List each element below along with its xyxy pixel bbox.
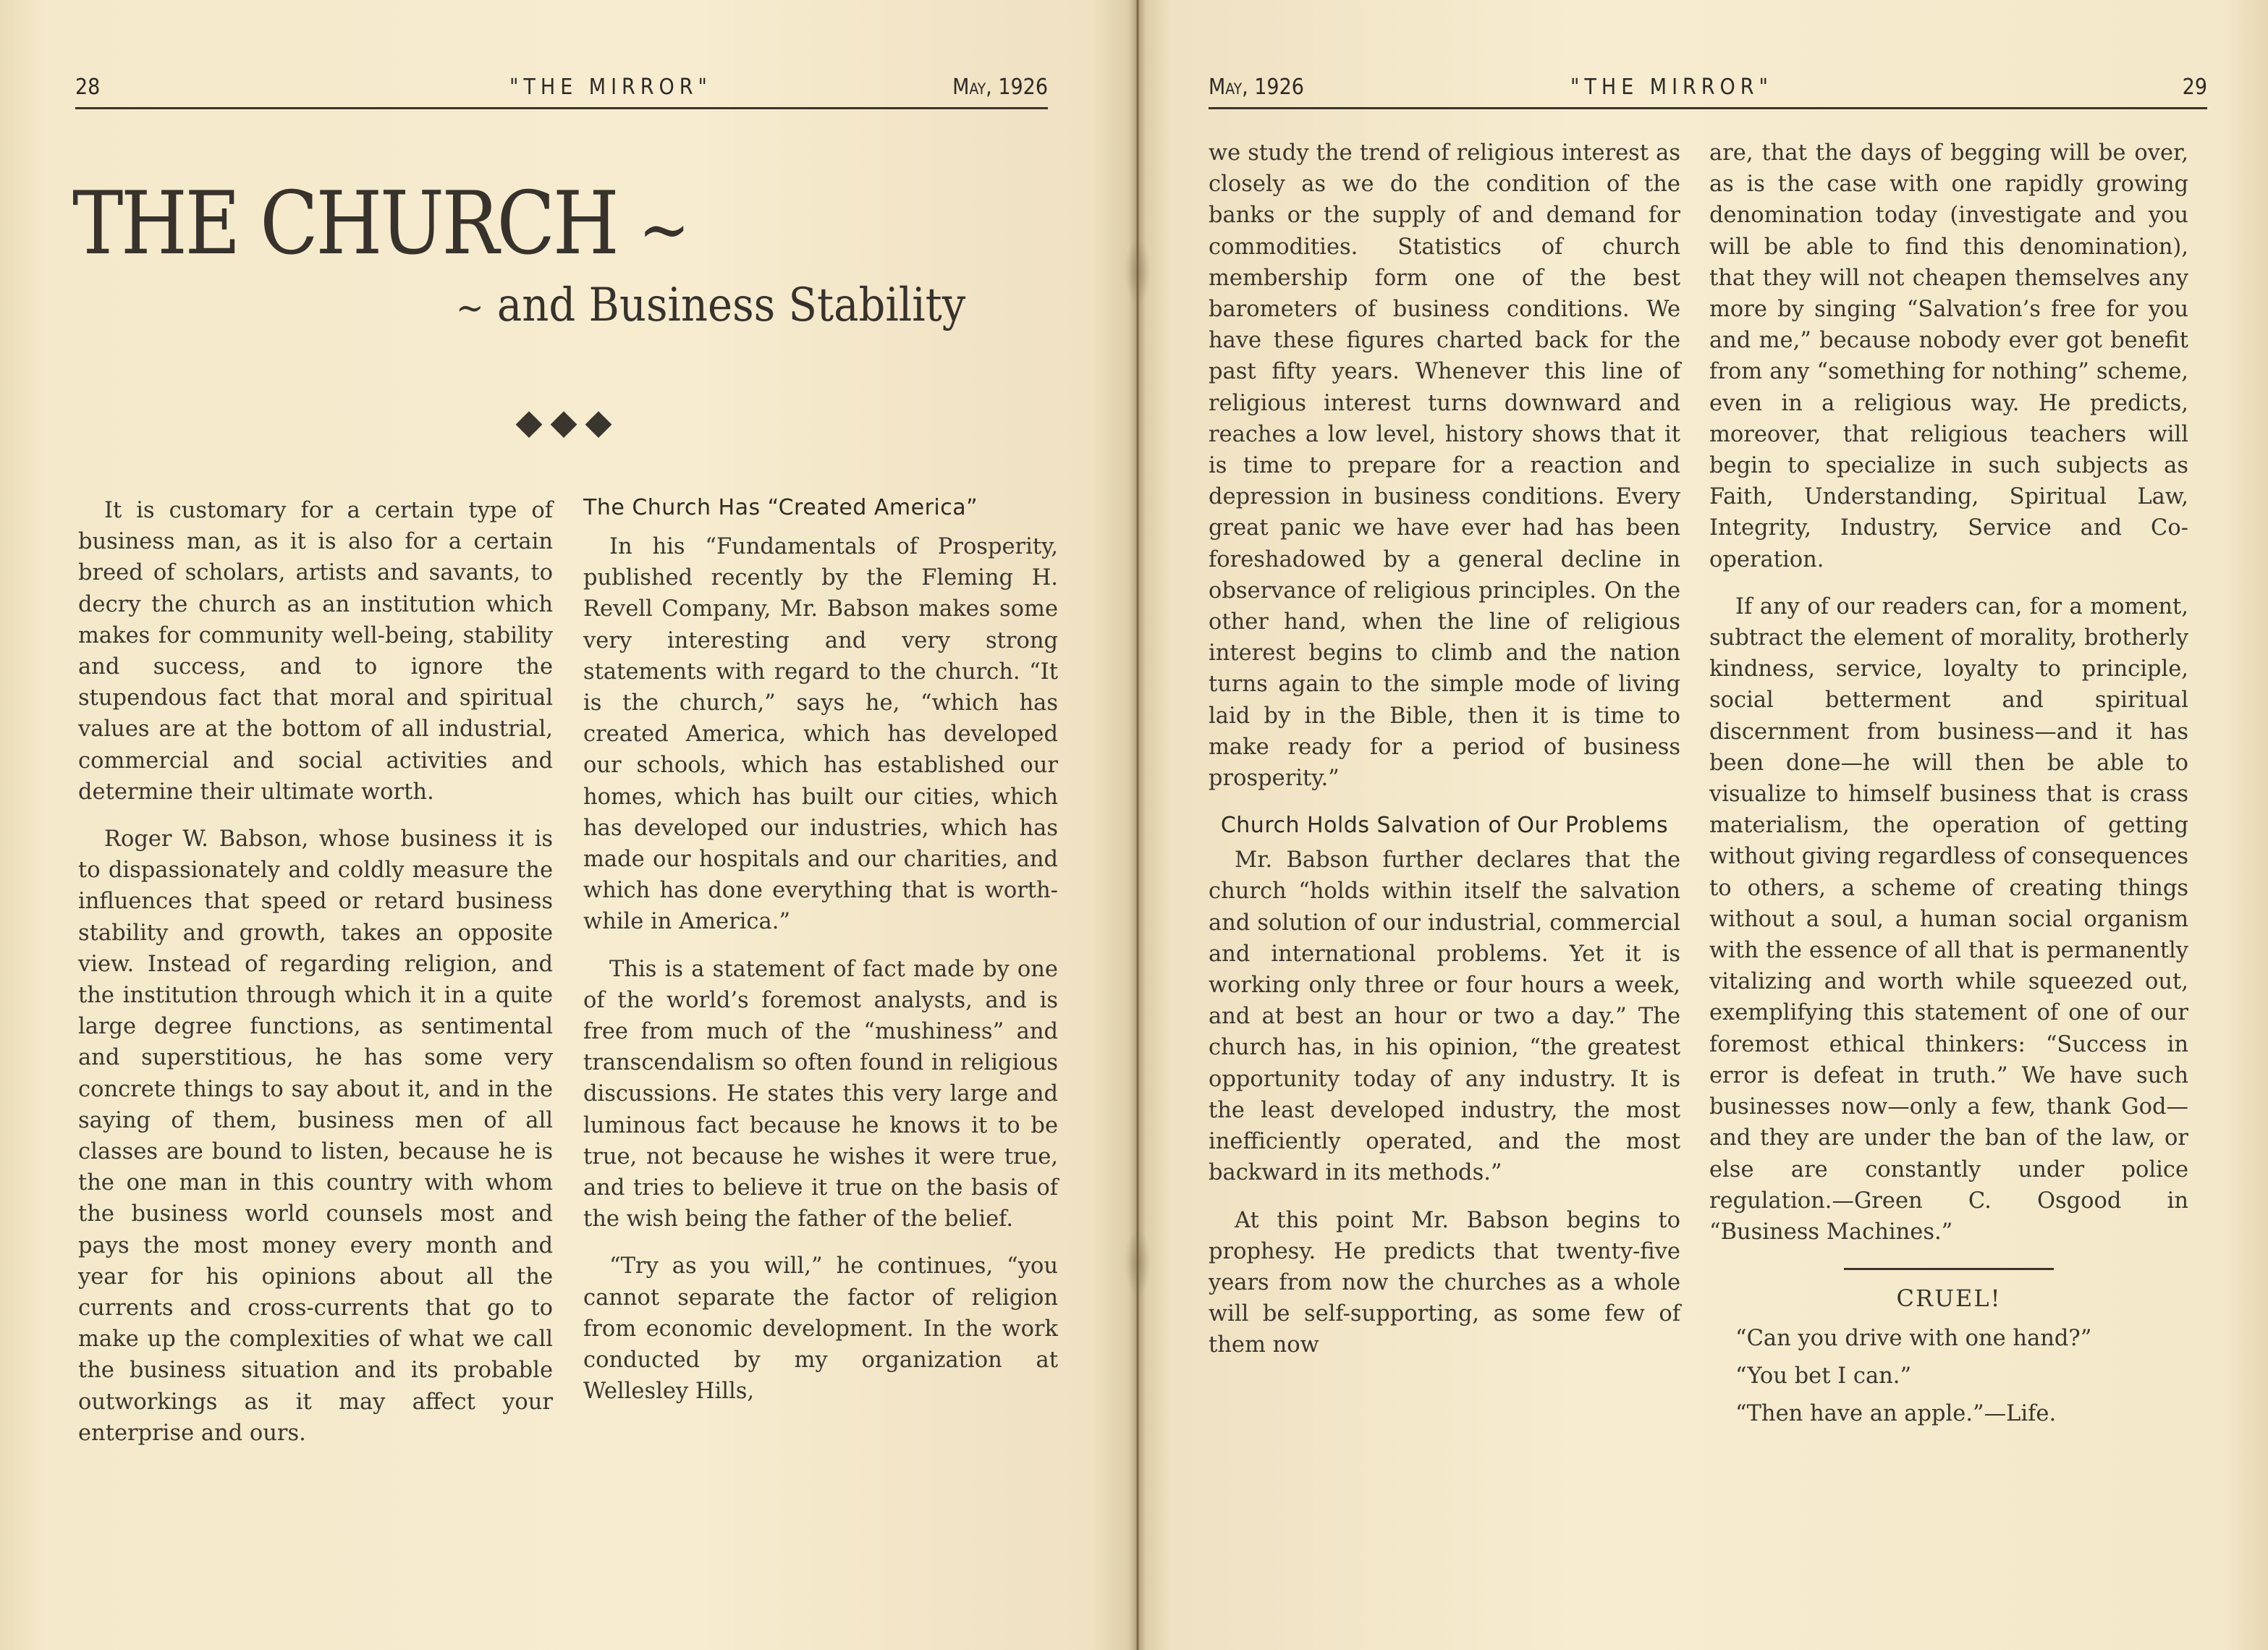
diamond-group-icon: [585, 411, 612, 438]
magazine-name: "THE MIRROR": [1570, 75, 1773, 100]
column-4: [1709, 138, 2188, 1431]
issue-date: May, 1926: [952, 75, 1048, 100]
section-heading: Church Holds Salvation of Our Problems: [1220, 813, 1669, 839]
paragraph: At this point Mr. Babson begins to prophesy. He predicts that twenty-five years from now the churches as a whole will be self-supporting, as some few of them now: [1209, 1207, 1680, 1358]
paragraph: In his “Fundamentals of Prosperity, published recently by the Fleming H. Revell Company, Mr. Babson makes some very interesting and very strong statements with regard to the church. “It is the church,” says he, “which has created America, which has developed our schools, which has established our homes, which has built our cities, which has developed our industries, which has made our hospitals and our charities, and which has done everything that is worth-while in America.”: [583, 534, 1058, 935]
title-main-text: THE CHURCH: [72, 174, 617, 274]
column-1: [78, 495, 553, 1449]
staple-mark: [1124, 1230, 1151, 1295]
swash-icon: ~: [638, 189, 687, 270]
article-subtitle: [456, 279, 965, 332]
filler-line: “You bet I can.”: [1735, 1363, 1912, 1389]
staple-mark: [1124, 239, 1151, 304]
page-number: 29: [2182, 75, 2207, 100]
paragraph: Mr. Babson further declares that the church “holds within itself the salvation and solution of our industrial, commercial and international problems. Yet it is working only three or four hours a week, and at best an hour or two a day.” The church has, in his opinion, “the greatest opportunity today of any industry. It is the least developed industry, the most inefficiently operated, and the most backward in its methods.”: [1209, 847, 1680, 1186]
filler-line: “Can you drive with one hand?”: [1735, 1326, 2092, 1352]
page-number: 28: [75, 75, 101, 100]
issue-date: May, 1926: [1209, 75, 1304, 100]
paragraph: we study the trend of religious interest as closely as we do the condition of the banks or the supply of and demand for commodities. Statistics of church membership form one of the best barometers of business conditions. We have these figures charted back for the past fifty years. Whenever this line of religious interest turns downward and reaches a low level, history shows that it is time to prepare for a reaction and depression in business conditions. Every great panic we have ever had has been foreshadowed by a general decline in observance of religious principles. On the other hand, when the line of religious interest begins to climb and the nation turns again to the simple mode of living laid by in the Bible, then it is time to make ready for a period of business prosperity.”: [1209, 140, 1680, 792]
article-title: [72, 174, 687, 274]
subtitle-text: and Business Stability: [496, 279, 966, 332]
diamond-group-icon: [551, 411, 577, 438]
running-head-right: [1209, 69, 2207, 109]
section-heading: The Church Has “Created America”: [583, 495, 978, 520]
paragraph: If any of our readers can, for a moment, subtract the element of morality, brotherly kindness, service, loyalty to principle, social betterment and spiritual discernment from business—and it has been done—he will then be able to visualize to himself business that is crass materialism, the operation of getting without giving regardless of consequences to others, a scheme of creating things without a soul, a human social organism with the essence of all that is permanently vitalizing and worth while squeezed out, exemplifying this statement of one of our foremost ethical thinkers: “Success in error is defeat in truth.” We have such businesses now—only a few, thank God—and they are under the ban of the law, or else are constantly under police regulation.—Green C. Osgood in “Business Machines.”: [1709, 593, 2188, 1245]
column-2: [583, 495, 1058, 1407]
column-3: [1209, 138, 1680, 1361]
running-head-left: [75, 69, 1048, 109]
paragraph: It is customary for a certain type of business man, as it is also for a certain breed of scholars, artists and savants, to decry the church as an institution which makes for community well-being, stability and success, and to ignore the stupendous fact that moral and spiritual values are at the bottom of all industrial, commercial and social activities and determine their ultimate worth.: [78, 498, 553, 805]
paragraph: are, that the days of begging will be over, as is the case with one rapidly growing denomination today (investigate and you will be able to find this denomination), that they will not cheapen themselves any more by singing “Salvation’s free for you and me,” because nobody ever got benefit from any “something for nothing” scheme, even in a religious way. He predicts, moreover, that religious teachers will begin to specialize in such subjects as Faith, Understanding, Spiritual Law, Integrity, Industry, Service and Co-operation.: [1709, 140, 2188, 572]
paragraph: “Try as you will,” he continues, “you cannot separate the factor of religion from economic development. In the work conducted by my organization at Wellesley Hills,: [583, 1253, 1058, 1405]
diamond-cluster-ornament-icon: [511, 407, 619, 444]
magazine-name: "THE MIRROR": [509, 75, 712, 100]
paragraph: This is a statement of fact made by one of the world’s foremost analysts, and is free from much of the “mushiness” and transcendalism so often found in religious discussions. He states this very large and luminous fact because he knows it to be true, not because he wishes it were true, and tries to believe it true on the basis of the wish being the father of the belief.: [583, 956, 1058, 1232]
swash-icon: ~: [456, 287, 484, 330]
diamond-group-icon: [516, 411, 543, 438]
filler-title: CRUEL!: [1896, 1285, 2002, 1313]
section-divider: [1844, 1268, 2054, 1270]
filler-line: “Then have an apple.”—Life.: [1735, 1401, 2057, 1427]
right-page: [1138, 0, 2268, 1650]
paragraph: Roger W. Babson, whose business it is to dispassionately and coldly measure the influences that speed or retard business stability and growth, takes an opposite view. Instead of regarding religion, and the institution through which it in a quite large degree functions, as sentimental and superstitious, he has some very concrete things to say about it, and in the saying of them, business men of all classes are bound to listen, because he is the one man in this country with whom the business world counsels most and pays the most money every month and year for his opinions about all the currents and cross-currents that go to make up the complexities of what we call the business situation and its probable outworkings as it may affect your enterprise and ours.: [78, 826, 553, 1446]
